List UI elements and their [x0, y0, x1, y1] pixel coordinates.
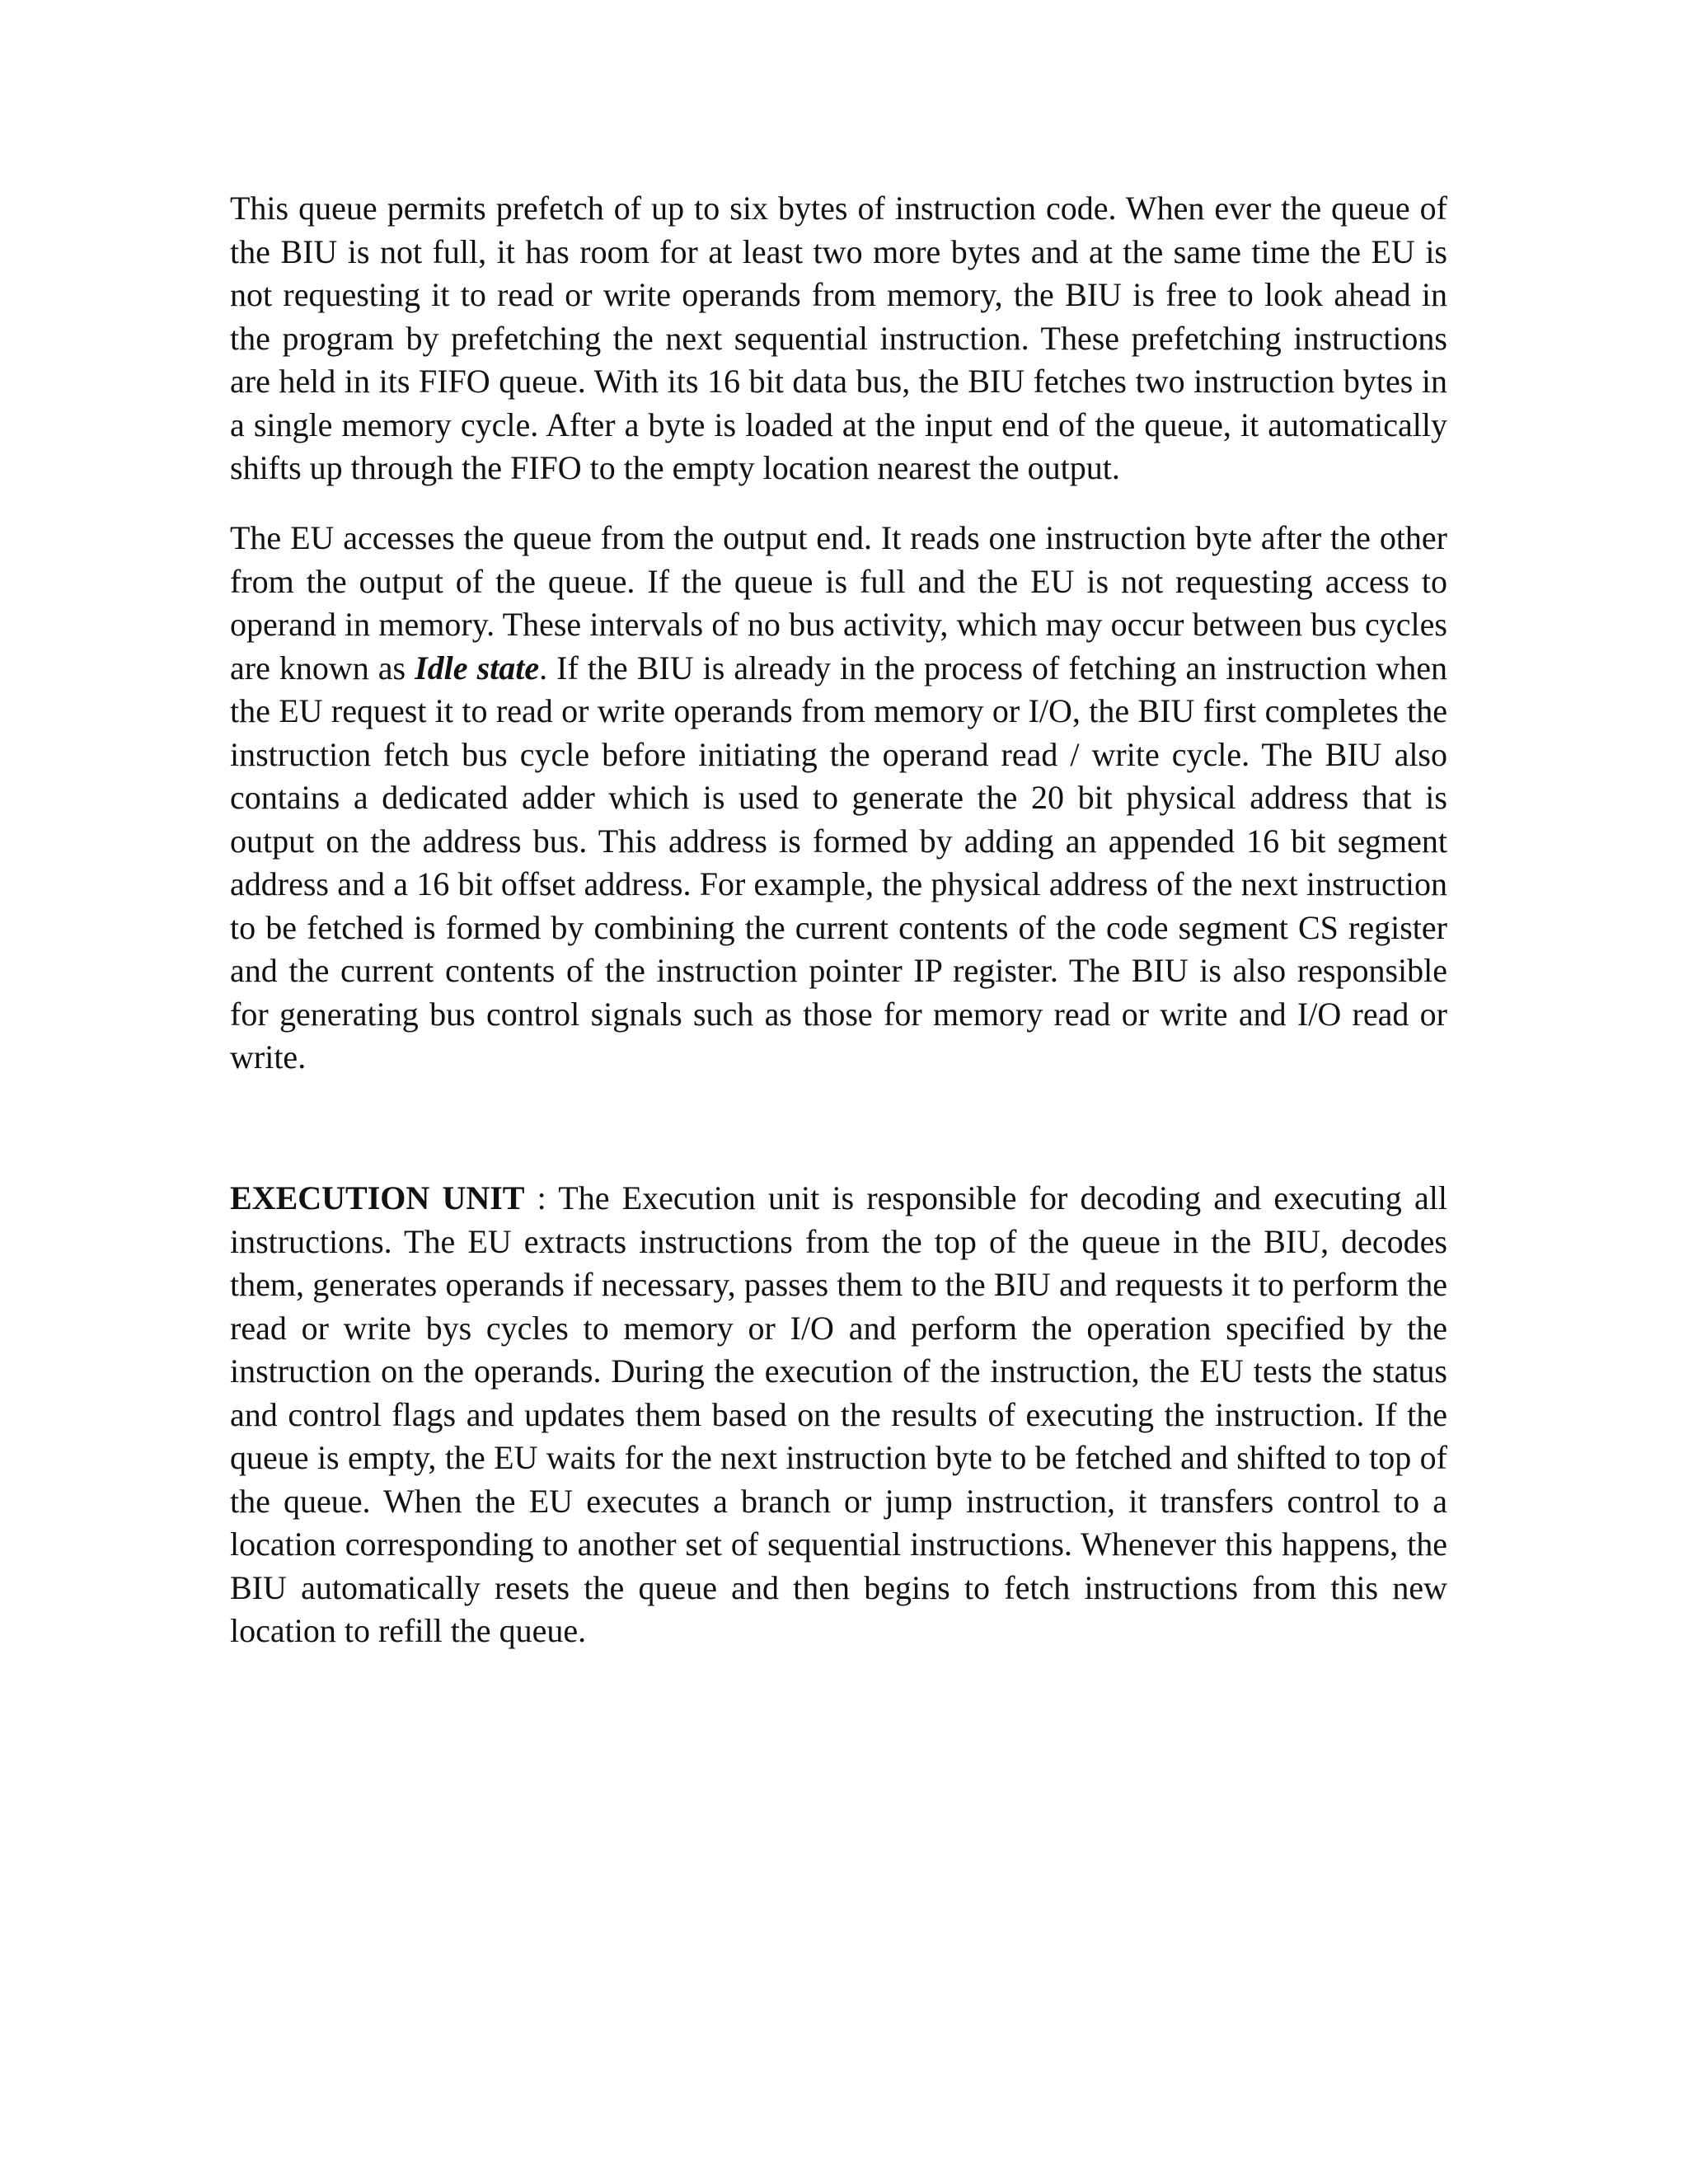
paragraph-eu-queue-access — [230, 517, 1447, 1080]
paragraph-text: . If the BIU is already in the process of fetching an instruction when the EU request it to read or write operands from memory or I/O, the BIU first completes the instruction fetch bus cycle before initiating the operand read / write cycle. The BIU also contains a dedicated adder which is used to generate the 20 bit physical address that is output on the address bus. This address is formed by adding an appended 16 bit segment address and a 16 bit offset address. For example, the physical address of the next instruction to be fetched is formed by combining the current contents of the code segment CS register and the current contents of the instruction pointer IP register. The BIU is also responsible for generating bus control signals such as those for memory read or write and I/O read or write. — [230, 649, 1447, 1076]
paragraph-text: : The Execution unit is responsible for decoding and executing all instructions. The EU extracts instructions from the top of the queue in the BIU, decodes them, generates operands if necessary, passes them to the BIU and requests it to perform the read or write bys cycles to memory or I/O and perform the operation specified by the instruction on the operands. During the execution of the instruction, the EU tests the status and control flags and updates them based on the results of executing the instruction. If the queue is empty, the EU waits for the next instruction byte to be fetched and shifted to top of the queue. When the EU executes a branch or jump instruction, it transfers control to a location corresponding to another set of sequential instructions. Whenever this happens, the BIU automatically resets the queue and then begins to fetch instructions from this new location to refill the queue. — [230, 1179, 1447, 1649]
idle-state-term: Idle state — [415, 649, 540, 687]
paragraph-queue-prefetch: This queue permits prefetch of up to six bytes of instruction code. When ever the queue of the BIU is not full, it has room for at least two more bytes and at the same time the EU is not requesting it to read or write operands from memory, the BIU is free to look ahead in the program by prefetching the next sequential instruction. These prefetching instructions are held in its FIFO queue. With its 16 bit data bus, the BIU fetches two instruction bytes in a single memory cycle. After a byte is loaded at the input end of the queue, it automatically shifts up through the FIFO to the empty location nearest the output. — [230, 190, 1447, 486]
paragraph-execution-unit — [230, 1177, 1447, 1653]
section-heading-execution-unit: EXECUTION UNIT — [230, 1179, 525, 1216]
paragraph-text: The EU accesses the queue from the output end. It reads one instruction byte after the other from the output of the queue. If the queue is full and the EU is not requesting access to operand in memory. These intervals of no bus activity, which may occur between bus cycles are known as — [230, 519, 1447, 687]
